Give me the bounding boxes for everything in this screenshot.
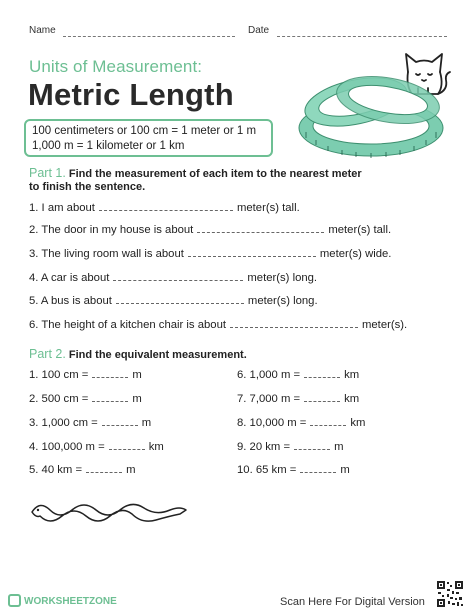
part1-instruction-line2: to finish the sentence. xyxy=(29,181,146,193)
part1-question-5: 5. A bus is about meter(s) long. xyxy=(29,295,318,307)
part1-question-2: 2. The door in my house is about meter(s) tall. xyxy=(29,224,392,236)
worksheetzone-logo-icon xyxy=(8,594,21,607)
conversion-line-1: 100 centimeters or 100 cm = 1 meter or 1 m xyxy=(32,125,257,137)
part1-question-4: 4. A car is about meter(s) long. xyxy=(29,272,318,284)
name-line[interactable] xyxy=(63,36,235,37)
conversion-box xyxy=(24,119,273,157)
part1-instruction-line1: Find the measurement of each item to the nearest meter xyxy=(68,168,362,180)
part1-question-6: 6. The height of a kitchen chair is about meter(s). xyxy=(29,319,408,331)
part2-question-9: 9. 20 km = m xyxy=(237,441,344,453)
answer-blank[interactable] xyxy=(294,449,330,450)
page-title: Metric Length xyxy=(28,77,234,112)
answer-blank[interactable] xyxy=(92,377,128,378)
answer-blank[interactable] xyxy=(304,401,340,402)
part1-question-1: 1. I am about meter(s) tall. xyxy=(29,202,300,214)
part2-question-4: 4. 100,000 m = km xyxy=(29,441,164,453)
part2-question-8: 8. 10,000 m = km xyxy=(237,417,366,429)
name-label: Name xyxy=(29,25,56,36)
measuring-tape-icon xyxy=(296,70,446,160)
part2-instruction: Find the equivalent measurement. xyxy=(68,349,247,361)
answer-blank[interactable] xyxy=(300,472,336,473)
part2-question-7: 7. 7,000 m = km xyxy=(237,393,360,405)
answer-blank[interactable] xyxy=(102,425,138,426)
part1-heading xyxy=(29,167,449,194)
part2-question-1: 1. 100 cm = m xyxy=(29,369,142,381)
subtitle: Units of Measurement: xyxy=(29,57,203,76)
conversion-line-2: 1,000 m = 1 kilometer or 1 km xyxy=(32,140,185,152)
footer-logo-text[interactable]: WORKSHEETZONE xyxy=(24,596,117,607)
part2-question-5: 5. 40 km = m xyxy=(29,464,136,476)
part2-question-3: 3. 1,000 cm = m xyxy=(29,417,152,429)
answer-blank[interactable] xyxy=(188,256,316,257)
answer-blank[interactable] xyxy=(113,280,243,281)
part2-label: Part 2. xyxy=(29,347,66,361)
answer-blank[interactable] xyxy=(310,425,346,426)
answer-blank[interactable] xyxy=(109,449,145,450)
answer-blank[interactable] xyxy=(116,303,244,304)
part1-label: Part 1. xyxy=(29,166,66,180)
qr-code-icon[interactable] xyxy=(436,580,464,608)
part2-question-6: 6. 1,000 m = km xyxy=(237,369,360,381)
answer-blank[interactable] xyxy=(92,401,128,402)
part2-heading xyxy=(29,348,247,362)
snake-icon xyxy=(28,496,192,526)
answer-blank[interactable] xyxy=(197,232,324,233)
date-label: Date xyxy=(248,25,270,36)
footer-scan-text: Scan Here For Digital Version xyxy=(280,596,425,608)
answer-blank[interactable] xyxy=(99,210,233,211)
part1-question-3: 3. The living room wall is about meter(s) wide. xyxy=(29,248,392,260)
part2-question-10: 10. 65 km = m xyxy=(237,464,350,476)
answer-blank[interactable] xyxy=(230,327,358,328)
answer-blank[interactable] xyxy=(304,377,340,378)
answer-blank[interactable] xyxy=(86,472,122,473)
date-line[interactable] xyxy=(277,36,447,37)
part2-question-2: 2. 500 cm = m xyxy=(29,393,142,405)
